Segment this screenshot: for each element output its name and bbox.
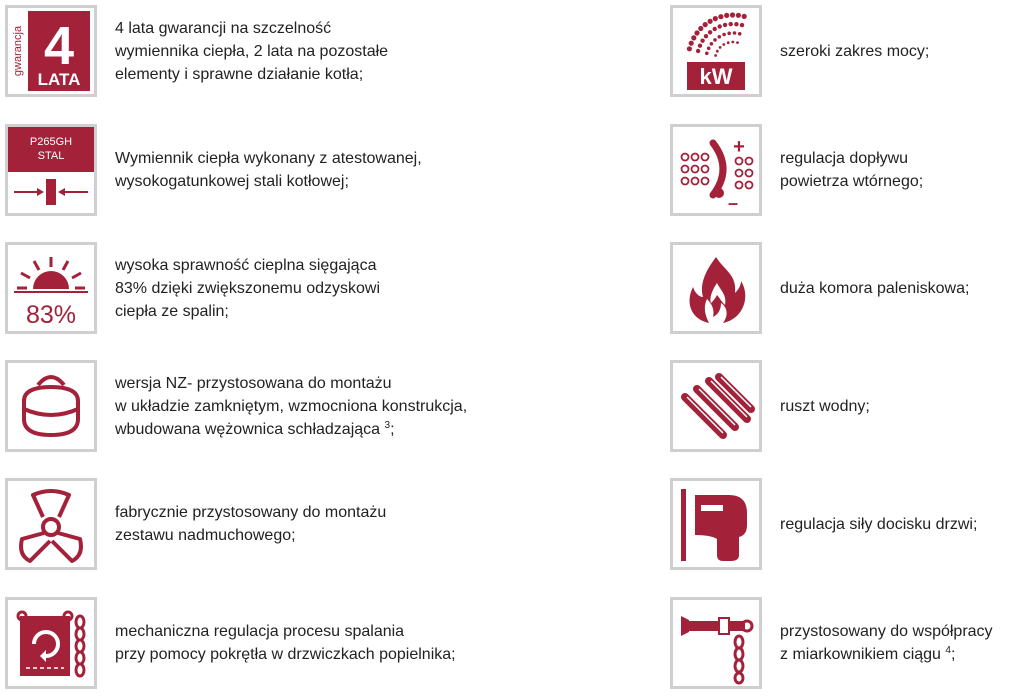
air-plus: + [733,136,745,158]
text-line: regulacja siły docisku drzwi; [780,515,978,533]
text-suffix: ; [390,420,395,438]
feature-text [115,254,380,323]
text-line: regulacja dopływu [780,150,909,167]
feature-text [115,501,386,547]
blower-fan-icon [5,478,97,570]
feature-mechanical-regulation [5,597,456,689]
text-suffix: ; [950,646,956,663]
feature-blower [5,478,386,570]
text-line: wysokogatunkowej stali kotłowej; [115,173,349,190]
feature-text [115,147,422,193]
warranty-word: LATA [37,70,81,89]
text-line: wysoka sprawność cieplna sięgająca [115,256,377,274]
water-grate-icon [670,360,762,452]
feature-power-range [670,5,929,97]
feature-draft-regulator [670,597,993,689]
text-line: zestawu nadmuchowego; [115,527,296,544]
feature-text [780,147,923,193]
power-range-kw-icon [670,5,762,97]
secondary-air-icon [670,124,762,216]
text-segment: wbudowana wężownica schładzająca [115,420,381,438]
warranty-number: 4 [43,16,75,76]
footnote-marker: 3 [384,419,391,431]
text-line: Wymiennik ciepła wykonany z atestowanej, [115,150,422,167]
feature-water-grate [670,360,870,452]
feature-text [115,17,388,86]
text-segment: z miarkownikiem ciągu [780,646,941,663]
feature-secondary-air [670,124,923,216]
text-line: duża komora paleniskowa; [780,279,970,297]
feature-steel [5,124,422,216]
feature-door-pressure [670,478,977,570]
text-line: 4 lata gwarancji na szczelność [115,19,332,37]
flame-icon [670,242,762,334]
warranty-side-label: gwarancja [12,25,24,77]
feature-text [780,277,969,300]
power-unit: kW [699,64,733,89]
door-pressure-icon [670,478,762,570]
feature-nz-version [5,360,467,452]
steel-word: STAL [37,150,65,162]
feature-combustion-chamber [670,242,969,334]
feature-text [780,395,870,418]
text-line: powietrza wtórnego; [780,173,924,190]
chain-regulator-icon [5,597,97,689]
feature-text [780,513,977,536]
text-line [115,418,467,441]
feature-text [115,620,456,666]
footnote-marker: 4 [945,645,951,656]
text-line: w układzie zamkniętym, wzmocniona konstrukcja, [115,397,468,415]
feature-text [780,40,929,63]
text-line: ruszt wodny; [780,397,870,415]
feature-text [780,620,993,666]
efficiency-value: 83% [25,301,77,329]
feature-text [115,372,467,441]
text-line: mechaniczna regulacja procesu spalania [115,623,405,640]
air-minus: – [727,193,739,213]
steel-p265gh-icon [5,124,97,216]
feature-efficiency [5,242,380,334]
text-line: szeroki zakres mocy; [780,42,930,60]
text-line: elementy i sprawne działanie kotła; [115,65,364,83]
text-line: 83% dzięki zwiększonemu odzyskowi [115,279,380,297]
text-line: wymiennika ciepła, 2 lata na pozostałe [115,42,389,60]
coil-tank-icon [5,360,97,452]
text-line: fabrycznie przystosowany do montażu [115,504,387,521]
text-line: przystosowany do współpracy [780,623,993,640]
warranty-4-years-icon [5,5,97,97]
draft-regulator-icon [670,597,762,689]
text-line [780,643,993,666]
feature-warranty [5,5,388,97]
text-line: wersja NZ- przystosowana do montażu [115,374,392,392]
steel-grade: P265GH [29,136,73,148]
text-line: ciepła ze spalin; [115,302,229,320]
efficiency-sun-icon [5,242,97,334]
text-line: przy pomocy pokrętła w drzwiczkach popielnika; [115,646,456,663]
